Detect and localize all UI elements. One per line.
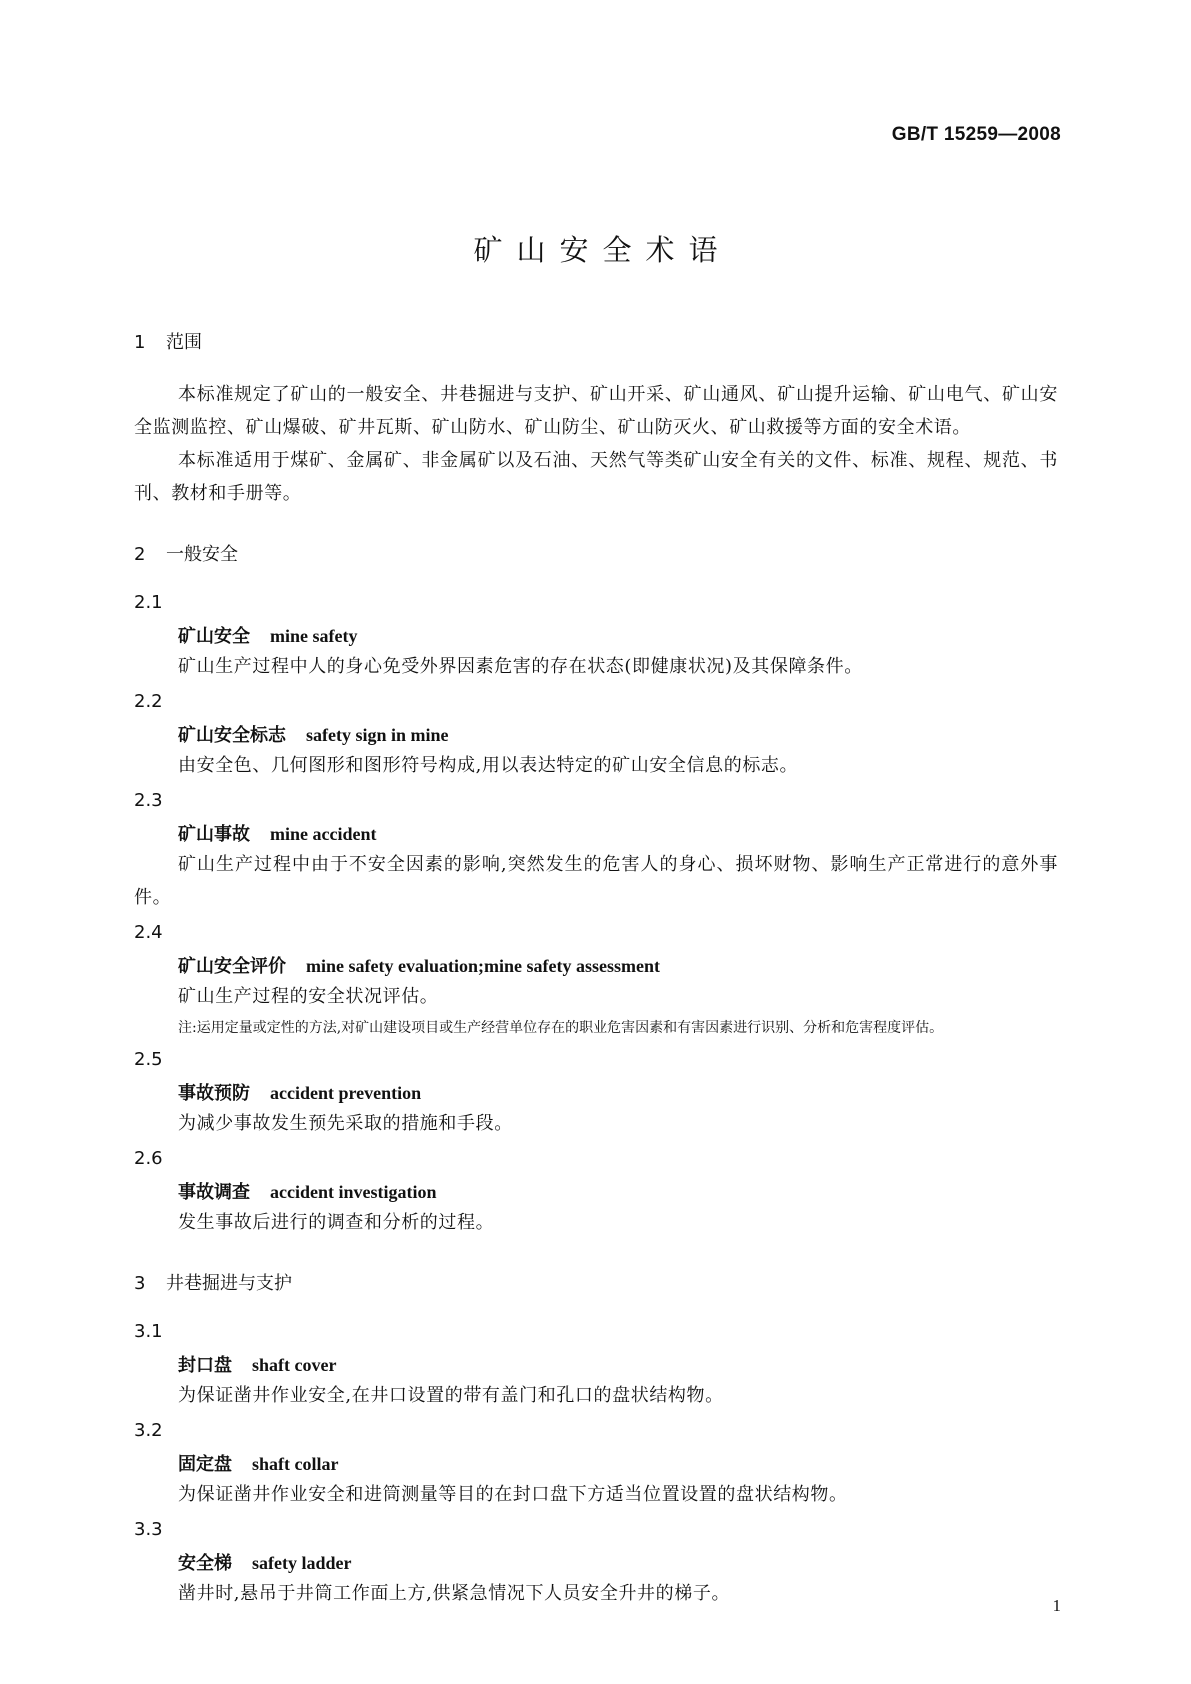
term-chinese: 矿山安全评价 (178, 956, 286, 977)
term-english: mine safety evaluation;mine safety assessment (306, 956, 660, 976)
paragraph: 本标准适用于煤矿、金属矿、非金属矿以及石油、天然气等类矿山安全有关的文件、标准、规程、规范、书刊、教材和手册等。 (134, 450, 1058, 504)
term-english: accident investigation (270, 1182, 437, 1202)
term-entry (134, 1146, 1058, 1239)
term-english: shaft cover (252, 1355, 337, 1375)
entry-number: 2.2 (134, 691, 163, 712)
term-chinese: 事故预防 (178, 1083, 250, 1104)
entry-term (134, 1178, 1058, 1206)
entry-definition: 为保证凿井作业安全,在井口设置的带有盖门和孔口的盘状结构物。 (178, 1385, 724, 1406)
term-english: shaft collar (252, 1454, 339, 1474)
document-body (134, 330, 1058, 1610)
entry-term (134, 952, 1058, 980)
term-entry (134, 1418, 1058, 1511)
page-number: 1 (1052, 1596, 1061, 1615)
entry-number: 3.1 (134, 1321, 163, 1342)
section-heading (134, 330, 1058, 356)
term-chinese: 矿山安全 (178, 626, 250, 647)
section-number: 1 (134, 332, 146, 353)
entry-term (134, 721, 1058, 749)
entry-term (134, 1079, 1058, 1107)
term-entry (134, 788, 1058, 914)
paragraph: 本标准规定了矿山的一般安全、井巷掘进与支护、矿山开采、矿山通风、矿山提升运输、矿山电气、矿山安全监测监控、矿山爆破、矿井瓦斯、矿山防水、矿山防尘、矿山防灭火、矿山救援等方面的安全术语。 (134, 384, 1058, 438)
term-entry (134, 689, 1058, 782)
entry-term (134, 622, 1058, 650)
entry-term (134, 1351, 1058, 1379)
term-english: safety sign in mine (306, 725, 449, 745)
entry-number: 2.1 (134, 592, 163, 613)
term-entry (134, 1047, 1058, 1140)
standard-code: GB/T 15259—2008 (891, 124, 1061, 145)
entry-number: 3.3 (134, 1519, 163, 1540)
term-entry (134, 590, 1058, 683)
section-heading (134, 1271, 1058, 1297)
term-english: safety ladder (252, 1553, 352, 1573)
entry-term (134, 1450, 1058, 1478)
entry-definition: 为减少事故发生预先采取的措施和手段。 (178, 1113, 513, 1134)
term-entry (134, 1517, 1058, 1610)
term-chinese: 矿山事故 (178, 824, 250, 845)
entry-definition: 发生事故后进行的调查和分析的过程。 (178, 1212, 495, 1233)
section-title: 范围 (166, 332, 202, 353)
entry-number: 2.6 (134, 1148, 163, 1169)
entry-number: 2.5 (134, 1049, 163, 1070)
term-english: mine safety (270, 626, 358, 646)
term-chinese: 封口盘 (178, 1355, 232, 1376)
term-entry (134, 1319, 1058, 1412)
entry-number: 3.2 (134, 1420, 163, 1441)
entry-definition: 凿井时,悬吊于井筒工作面上方,供紧急情况下人员安全升井的梯子。 (178, 1583, 731, 1604)
entry-definition: 由安全色、几何图形和图形符号构成,用以表达特定的矿山安全信息的标志。 (178, 755, 799, 776)
entry-definition: 矿山生产过程中由于不安全因素的影响,突然发生的危害人的身心、损坏财物、影响生产正常进行的意外事件。 (134, 854, 1058, 908)
term-chinese: 固定盘 (178, 1454, 232, 1475)
document-title: 矿山安全术语 (473, 233, 732, 267)
section-number: 2 (134, 544, 146, 565)
entry-definition: 矿山生产过程的安全状况评估。 (178, 986, 439, 1007)
entry-number: 2.3 (134, 790, 163, 811)
entry-definition: 为保证凿井作业安全和进筒测量等目的在封口盘下方适当位置设置的盘状结构物。 (178, 1484, 848, 1505)
term-chinese: 安全梯 (178, 1553, 232, 1574)
entry-note: 注:运用定量或定性的方法,对矿山建设项目或生产经营单位存在的职业危害因素和有害因素进行识别、分析和危害程度评估。 (178, 1020, 944, 1036)
term-entry (134, 920, 1058, 1041)
section-number: 3 (134, 1273, 146, 1294)
term-english: mine accident (270, 824, 377, 844)
entry-definition: 矿山生产过程中人的身心免受外界因素危害的存在状态(即健康状况)及其保障条件。 (178, 656, 863, 677)
entry-number: 2.4 (134, 922, 163, 943)
entry-term (134, 1549, 1058, 1577)
term-english: accident prevention (270, 1083, 422, 1103)
term-chinese: 矿山安全标志 (178, 725, 286, 746)
section-title: 一般安全 (166, 544, 238, 565)
term-chinese: 事故调查 (178, 1182, 250, 1203)
entry-term (134, 820, 1058, 848)
section-title: 井巷掘进与支护 (166, 1273, 292, 1294)
section-heading (134, 542, 1058, 568)
